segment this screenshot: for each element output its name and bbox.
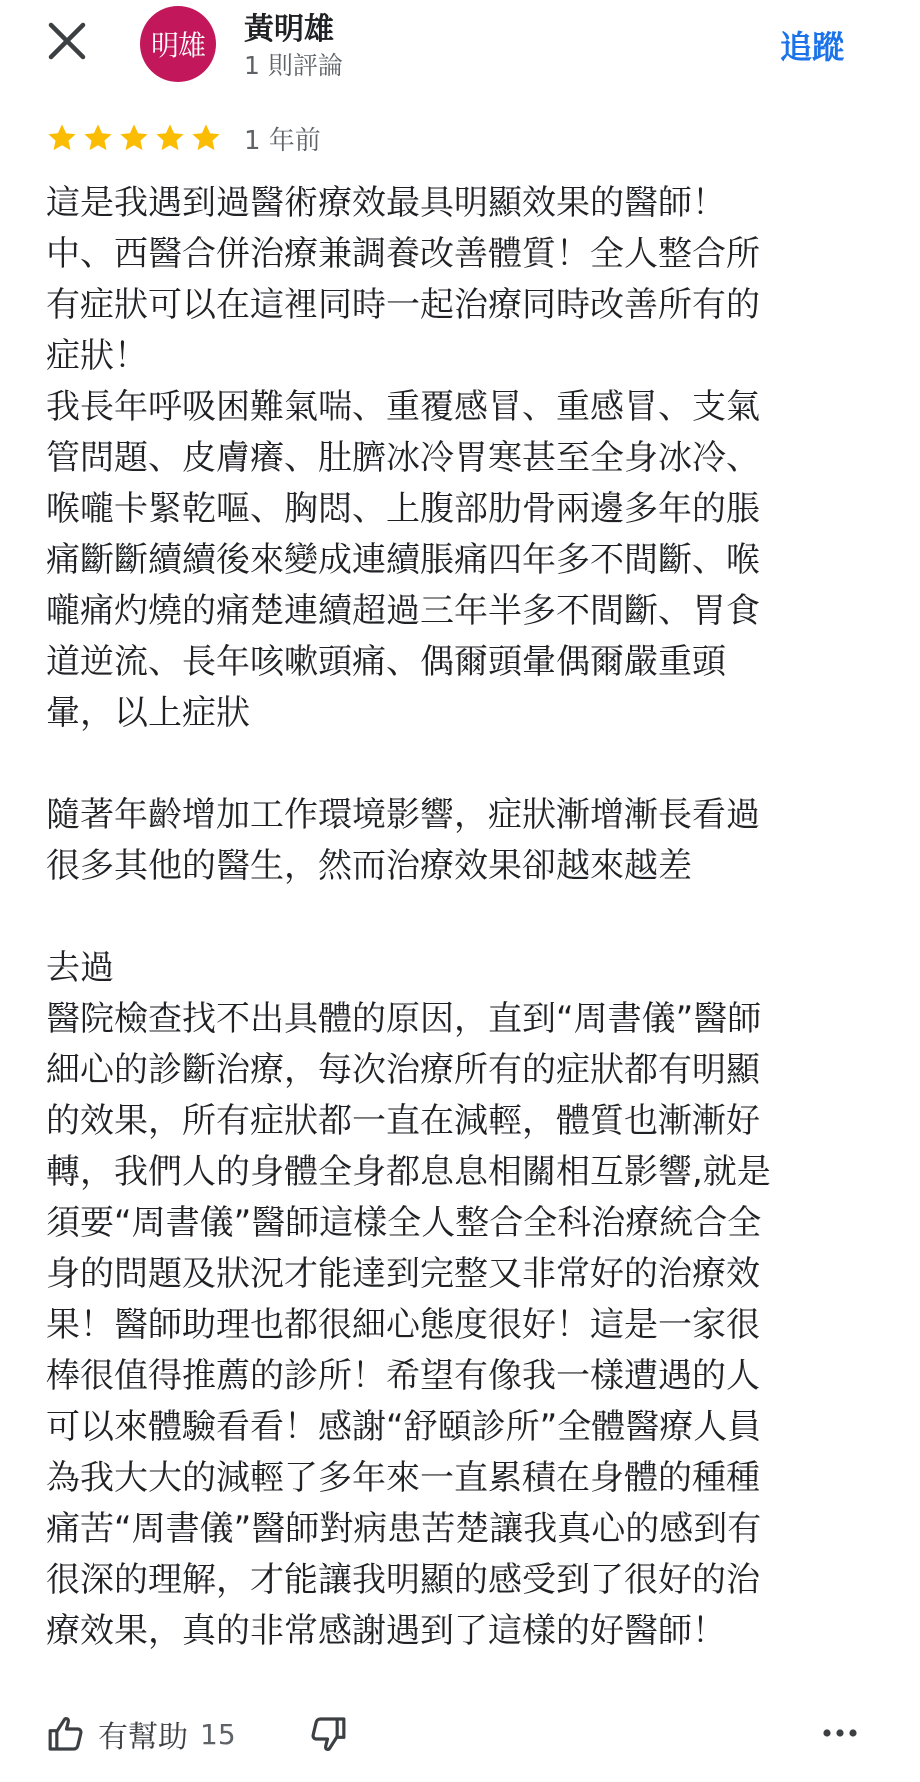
review-line: 痛斷斷續續後來變成連續脹痛四年多不間斷、喉 <box>46 540 760 580</box>
review-line: 很深的理解，才能讓我明顯的感受到了很好的治 <box>46 1560 760 1600</box>
star-icon <box>190 122 222 154</box>
review-header <box>0 0 920 110</box>
review-line <box>46 739 866 790</box>
follow-button[interactable]: 追蹤 <box>779 28 844 66</box>
star-icon <box>82 122 114 154</box>
review-line: 的效果，所有症狀都一直在減輕，體質也漸漸好 <box>46 1101 760 1141</box>
review-line: 細心的診斷治療，每次治療所有的症狀都有明顯 <box>46 1050 760 1090</box>
review-line: 為我大大的減輕了多年來一直累積在身體的種種 <box>46 1458 760 1498</box>
review-line: 我長年呼吸困難氣喘、重覆感冒、重感冒、支氣 <box>46 387 760 427</box>
more-options-button[interactable] <box>820 1718 860 1748</box>
review-line: 這是我遇到過醫術療效最具明顯效果的醫師！ <box>46 183 726 223</box>
avatar-text: 明雄 <box>150 29 205 62</box>
avatar[interactable] <box>140 6 216 82</box>
review-line: 嚨痛灼燒的痛楚連續超過三年半多不間斷、胃食 <box>46 591 760 631</box>
review-line: 醫院檢查找不出具體的原因，直到“周書儀”醫師 <box>46 999 762 1039</box>
reviewer-name[interactable]: 黃明雄 <box>244 12 334 47</box>
review-line: 身的問題及狀況才能達到完整又非常好的治療效 <box>46 1254 760 1294</box>
review-line: 痛苦“周書儀”醫師對病患苦楚讓我真心的感到有 <box>46 1509 762 1549</box>
review-line: 果！醫師助理也都很細心態度很好！這是一家很 <box>46 1305 760 1345</box>
review-line: 暈，以上症狀 <box>46 693 250 733</box>
star-icon <box>118 122 150 154</box>
close-icon <box>44 18 90 64</box>
close-button[interactable] <box>44 18 90 64</box>
review-line: 可以來體驗看看！感謝“舒頤診所”全體醫療人員 <box>46 1407 762 1447</box>
review-line: 棒很值得推薦的診所！希望有像我一樣遭遇的人 <box>46 1356 760 1396</box>
review-line: 症狀！ <box>46 336 148 376</box>
review-line: 隨著年齡增加工作環境影響，症狀漸增漸長看過 <box>46 795 760 835</box>
review-line: 中、西醫合併治療兼調養改善體質！全人整合所 <box>46 234 760 274</box>
review-line: 喉嚨卡緊乾嘔、胸悶、上腹部肋骨兩邊多年的脹 <box>46 489 760 529</box>
review-line: 轉，我們人的身體全身都息息相關相互影響,就是 <box>46 1152 771 1192</box>
helpful-button[interactable] <box>46 1708 236 1760</box>
review-line: 須要“周書儀”醫師這樣全人整合全科治療統合全 <box>46 1203 762 1243</box>
thumb-up-icon <box>46 1714 86 1754</box>
review-line: 很多其他的醫生，然而治療效果卻越來越差 <box>46 846 692 886</box>
star-icon <box>46 122 78 154</box>
review-time: 1 年前 <box>244 125 321 156</box>
rating-row <box>46 118 321 158</box>
review-line: 管問題、皮膚癢、肚臍冰冷胃寒甚至全身冰冷、 <box>46 438 760 478</box>
review-line: 道逆流、長年咳嗽頭痛、偶爾頭暈偶爾嚴重頭 <box>46 642 726 682</box>
helpful-label: 有幫助 <box>98 1720 188 1755</box>
review-line <box>46 892 866 943</box>
review-line: 有症狀可以在這裡同時一起治療同時改善所有的 <box>46 285 760 325</box>
review-line: 療效果，真的非常感謝遇到了這樣的好醫師！ <box>46 1611 726 1651</box>
not-helpful-button[interactable] <box>308 1714 348 1754</box>
more-options-icon <box>820 1718 860 1748</box>
review-count: 1 則評論 <box>244 51 343 80</box>
star-rating <box>46 122 222 154</box>
review-actions <box>0 1708 920 1768</box>
helpful-count: 15 <box>200 1717 236 1751</box>
review-line: 去過 <box>46 948 114 988</box>
star-icon <box>154 122 186 154</box>
thumb-down-icon <box>308 1714 348 1754</box>
review-text <box>46 178 866 1657</box>
